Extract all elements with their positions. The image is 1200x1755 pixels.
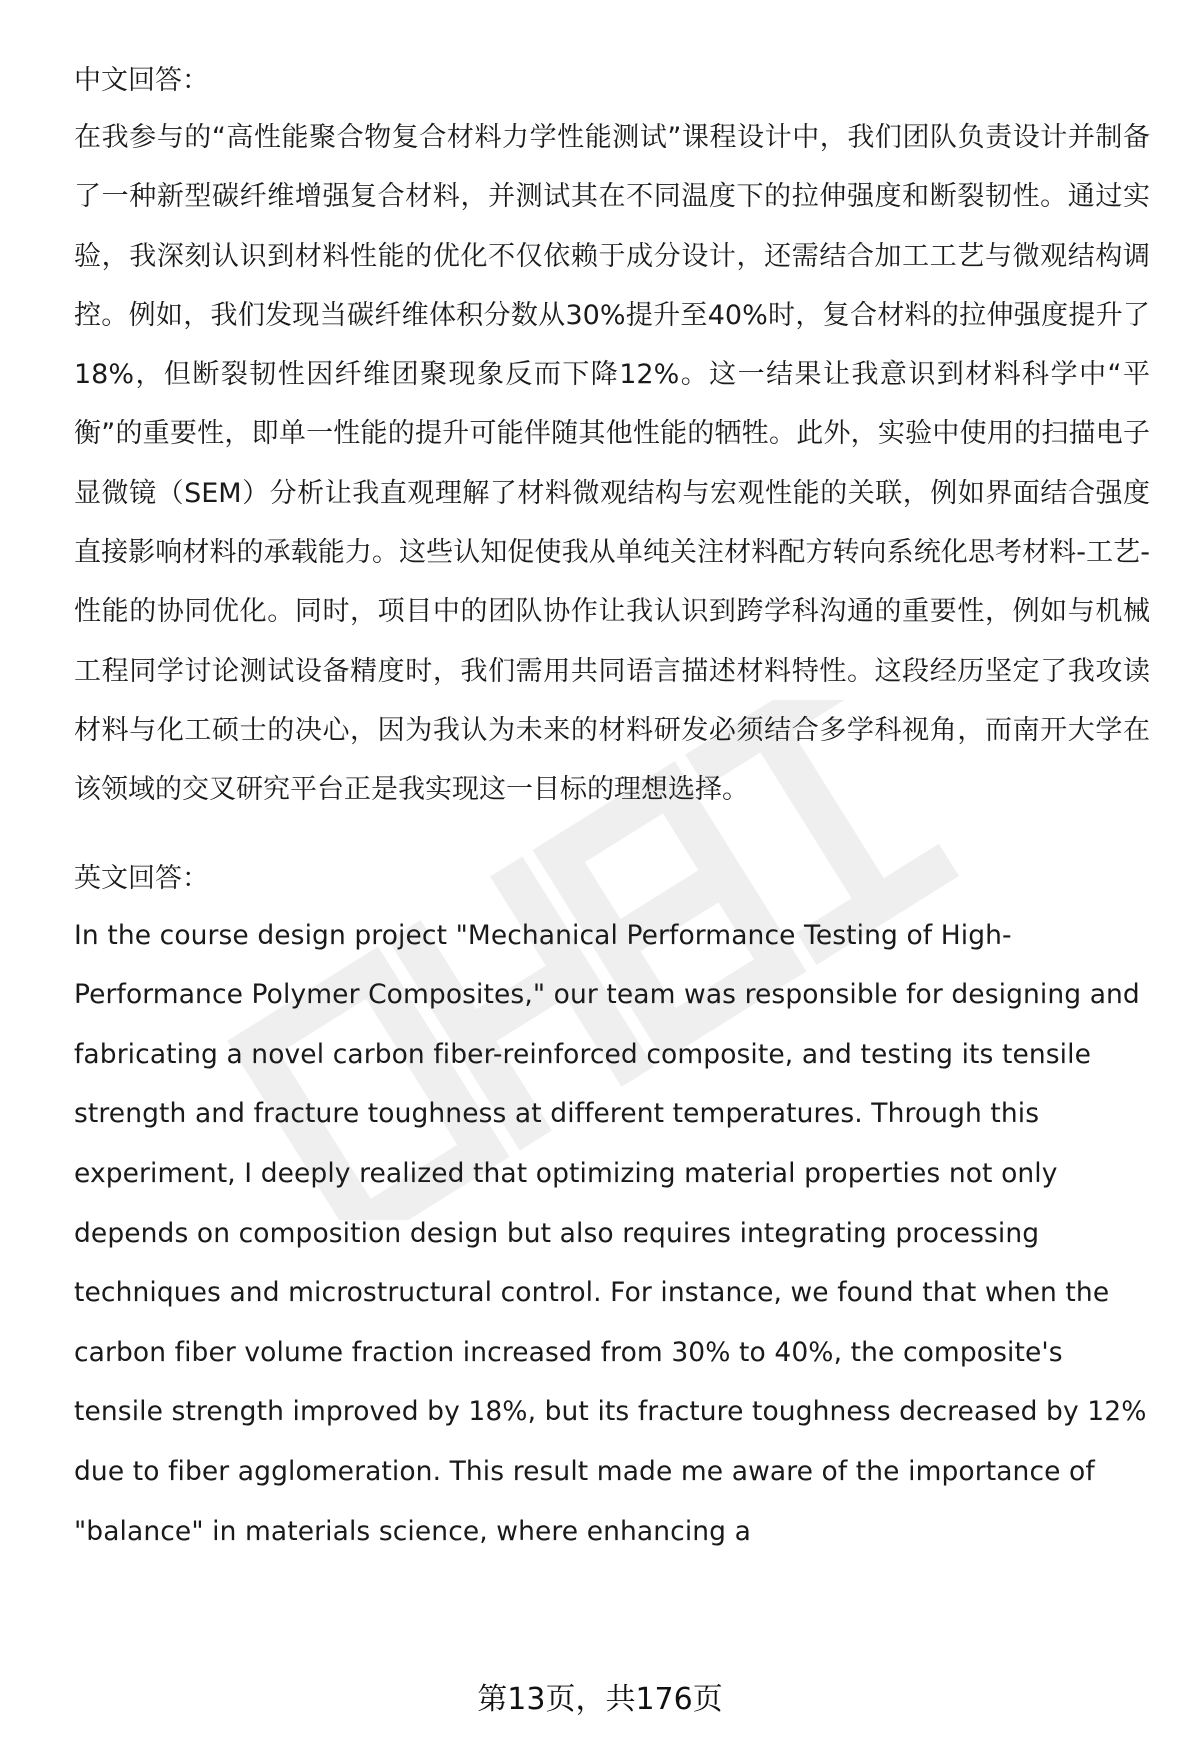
english-answer-paragraph: In the course design project "Mechanical Performance Testing of High-Performance Polymer Composites," our team was responsible for designing and fabricating a novel carbon fiber-reinforced composite, and testing its tensile strength and fracture toughness at different temperatures. Through this experiment, I deeply realized that optimizing material properties not only depends on composition design but also requires integrating processing techniques and microstructural control. For instance, we found that when the carbon fiber volume fraction increased from 30% to 40%, the composite's tensile strength improved by 18%, but its fracture toughness decreased by 12% due to fiber agglomeration. This result made me aware of the importance of "balance" in materials science, where enhancing a bbox=[74, 919, 1147, 1547]
chinese-answer-label: 中文回答： bbox=[74, 65, 209, 96]
english-answer-label: 英文回答： bbox=[74, 862, 209, 894]
document-page bbox=[74, 62, 1150, 1561]
page-number-footer: 第13页，共176页 bbox=[477, 1682, 723, 1717]
chinese-answer-paragraph: 在我参与的“高性能聚合物复合材料力学性能测试”课程设计中，我们团队负责设计并制备了一种新型碳纤维增强复合材料，并测试其在不同温度下的拉伸强度和断裂韧性。通过实验，我深刻认识到材料性能的优化不仅依赖于成分设计，还需结合加工工艺与微观结构调控。例如，我们发现当碳纤维体积分数从30%提升至40%时，复合材料的拉伸强度提升了18%，但断裂韧性因纤维团聚现象反而下降12%。这一结果让我意识到材料科学中“平衡”的重要性，即单一性能的提升可能伴随其他性能的牺牲。此外，实验中使用的扫描电子显微镜（SEM）分析让我直观理解了材料微观结构与宏观性能的关联，例如界面结合强度直接影响材料的承载能力。这些认知促使我从单纯关注材料配方转向系统化思考材料-工艺-性能的协同优化。同时，项目中的团队协作让我认识到跨学科沟通的重要性，例如与机械工程同学讨论测试设备精度时，我们需用共同语言描述材料特性。这段经历坚定了我攻读材料与化工硕士的决心，因为我认为未来的材料研发必须结合多学科视角，而南开大学在该领域的交叉研究平台正是我实现这一目标的理想选择。 bbox=[74, 122, 1150, 806]
